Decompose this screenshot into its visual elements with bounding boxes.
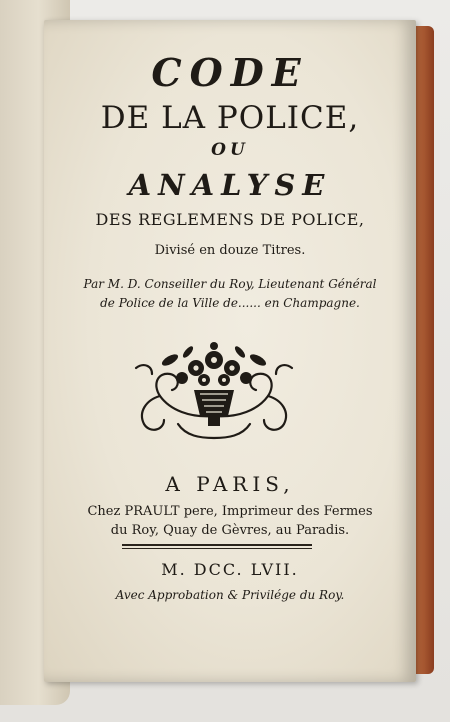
title-de-la-police: DE LA POLICE,: [100, 100, 360, 136]
title-page: [44, 20, 416, 682]
author-line-2: de Police de la Ville de...... en Champagne.: [100, 296, 360, 310]
flower-basket-ornament-icon: [130, 338, 298, 444]
title-ou: OU: [211, 140, 249, 160]
double-rule-bottom: [122, 548, 312, 549]
title-analyse: ANALYSE: [128, 168, 332, 202]
privilege-line: Avec Approbation & Privilége du Roy.: [115, 588, 345, 602]
author-line-1: Par M. D. Conseiller du Roy, Lieutenant Général: [83, 277, 377, 291]
title-code: CODE: [151, 50, 309, 95]
imprint-address: du Roy, Quay de Gèvres, au Paradis.: [110, 523, 350, 538]
imprint-printer: Chez PRAULT pere, Imprimeur des Fermes: [87, 504, 373, 519]
title-page-text: [44, 20, 416, 682]
imprint-date: M. DCC. LVII.: [161, 560, 299, 579]
subtitle-reglemens: DES REGLEMENS DE POLICE,: [95, 210, 365, 229]
subtitle-divise: Divisé en douze Titres.: [154, 243, 306, 258]
imprint-place: A PARIS,: [165, 472, 295, 496]
double-rule-top: [122, 544, 312, 546]
